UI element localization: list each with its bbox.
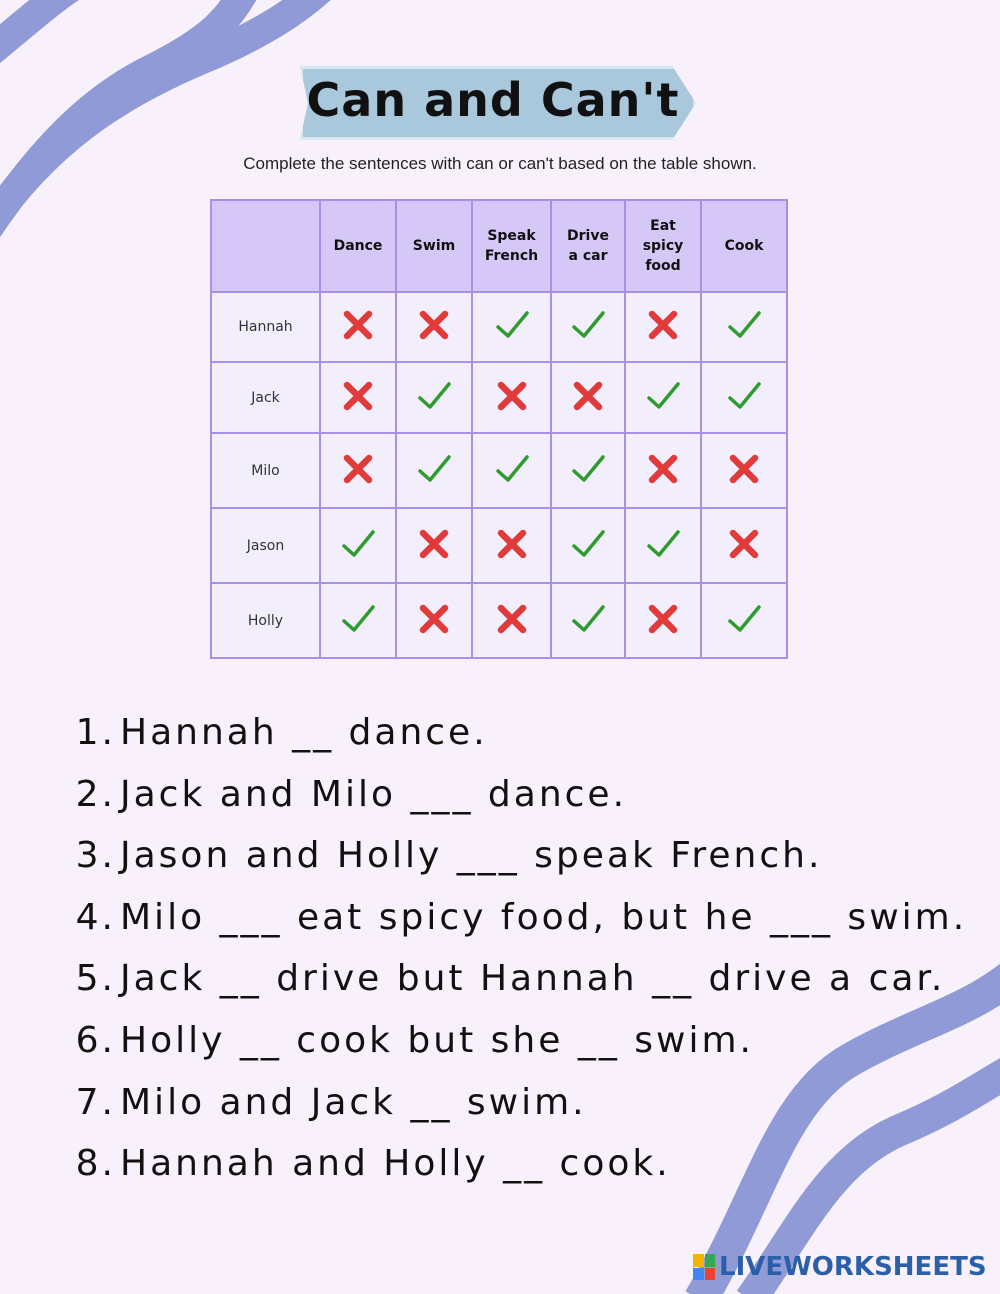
cell-cook [701,362,787,433]
sentence-number: 4. [75,896,116,938]
cell-speak-french [472,508,551,583]
sentence-text: Jason and Holly ___ speak French. [120,835,823,877]
cell-swim [396,362,472,433]
sentence-8 [74,1143,967,1205]
sentence-5 [74,958,967,1020]
sentence-list [74,712,967,1205]
check-icon [570,601,606,637]
check-icon [494,451,530,487]
cross-icon [494,378,530,414]
row-name-milo: Milo [211,433,320,508]
check-icon [645,378,681,414]
sentence-text: Hannah __ dance. [120,712,488,753]
brand-text: LIVEWORKSHEETS [719,1252,987,1282]
row-name-jack: Jack [211,362,320,433]
table-header-row [211,200,787,292]
check-icon [416,451,452,487]
cell-eat-spicy-food [625,583,701,658]
check-icon [570,526,606,562]
cross-icon [645,601,681,637]
check-icon [570,451,606,487]
wave-top-left-band [0,0,330,210]
row-name-hannah: Hannah [211,292,320,362]
cell-eat-spicy-food [625,508,701,583]
cell-dance [320,362,396,433]
header-dance: Dance [320,200,396,292]
sentence-number: 1. [75,712,116,753]
cell-swim [396,292,472,362]
cross-icon [726,526,762,562]
cross-icon [416,601,452,637]
cell-speak-french [472,583,551,658]
cell-speak-french [472,292,551,362]
sentence-1 [74,712,967,774]
cell-drive-a-car [551,433,625,508]
check-icon [494,307,530,343]
cell-dance [320,433,396,508]
cell-swim [396,583,472,658]
sentence-text: Milo and Jack __ swim. [120,1081,587,1123]
cell-eat-spicy-food [625,292,701,362]
sentence-text: Milo ___ eat spicy food, but he ___ swim. [120,896,968,938]
cross-icon [726,451,762,487]
instructions: Complete the sentences with can or can't based on the table shown. [243,154,757,173]
check-icon [340,526,376,562]
sentence-number: 5. [75,958,116,1000]
header-drive-a-car: Drive a car [551,200,625,292]
cell-dance [320,508,396,583]
sentence-number: 2. [75,773,116,815]
check-icon [726,601,762,637]
table-row [211,583,787,658]
page-title: Can and Can't [306,73,680,127]
table-row [211,508,787,583]
cross-icon [645,307,681,343]
table-row [211,292,787,362]
cross-icon [340,451,376,487]
sentence-number: 7. [75,1081,116,1123]
cross-icon [340,378,376,414]
cross-icon [416,307,452,343]
sentence-number: 8. [75,1143,116,1185]
cell-drive-a-car [551,508,625,583]
row-name-holly: Holly [211,583,320,658]
check-icon [570,307,606,343]
sentence-4 [74,897,967,959]
header-speak-french: Speak French [472,200,551,292]
sentence-text: Holly __ cook but she __ swim. [120,1019,754,1061]
check-icon [416,378,452,414]
check-icon [645,526,681,562]
cell-dance [320,583,396,658]
header-eat-spicy-food: Eat spicy food [625,200,701,292]
sentence-number: 3. [75,835,116,877]
cell-cook [701,292,787,362]
header-cook: Cook [701,200,787,292]
wave-top-left-second [0,0,100,60]
header-swim: Swim [396,200,472,292]
table-row [211,362,787,433]
cell-cook [701,583,787,658]
cross-icon [494,601,530,637]
cell-drive-a-car [551,583,625,658]
cell-swim [396,433,472,508]
liveworksheets-brand[interactable] [693,1252,987,1282]
sentence-text: Jack __ drive but Hannah __ drive a car. [120,958,946,1000]
ability-table [210,199,788,659]
cell-cook [701,433,787,508]
cell-eat-spicy-food [625,433,701,508]
cell-eat-spicy-food [625,362,701,433]
liveworksheets-logo-icon [693,1254,715,1280]
header-corner-cell [211,200,320,292]
check-icon [726,307,762,343]
cell-speak-french [472,362,551,433]
sentence-text: Jack and Milo ___ dance. [120,773,628,815]
cross-icon [340,307,376,343]
sentence-6 [74,1020,967,1082]
sentence-text: Hannah and Holly __ cook. [120,1143,671,1185]
table-row [211,433,787,508]
cell-dance [320,292,396,362]
cross-icon [416,526,452,562]
row-name-jason: Jason [211,508,320,583]
sentence-7 [74,1082,967,1144]
cross-icon [645,451,681,487]
cell-cook [701,508,787,583]
cell-drive-a-car [551,362,625,433]
check-icon [340,601,376,637]
cross-icon [570,378,606,414]
check-icon [726,378,762,414]
cross-icon [494,526,530,562]
cell-drive-a-car [551,292,625,362]
sentence-number: 6. [75,1019,116,1061]
sentence-3 [74,835,967,897]
cell-swim [396,508,472,583]
cell-speak-french [472,433,551,508]
sentence-2 [74,774,967,836]
